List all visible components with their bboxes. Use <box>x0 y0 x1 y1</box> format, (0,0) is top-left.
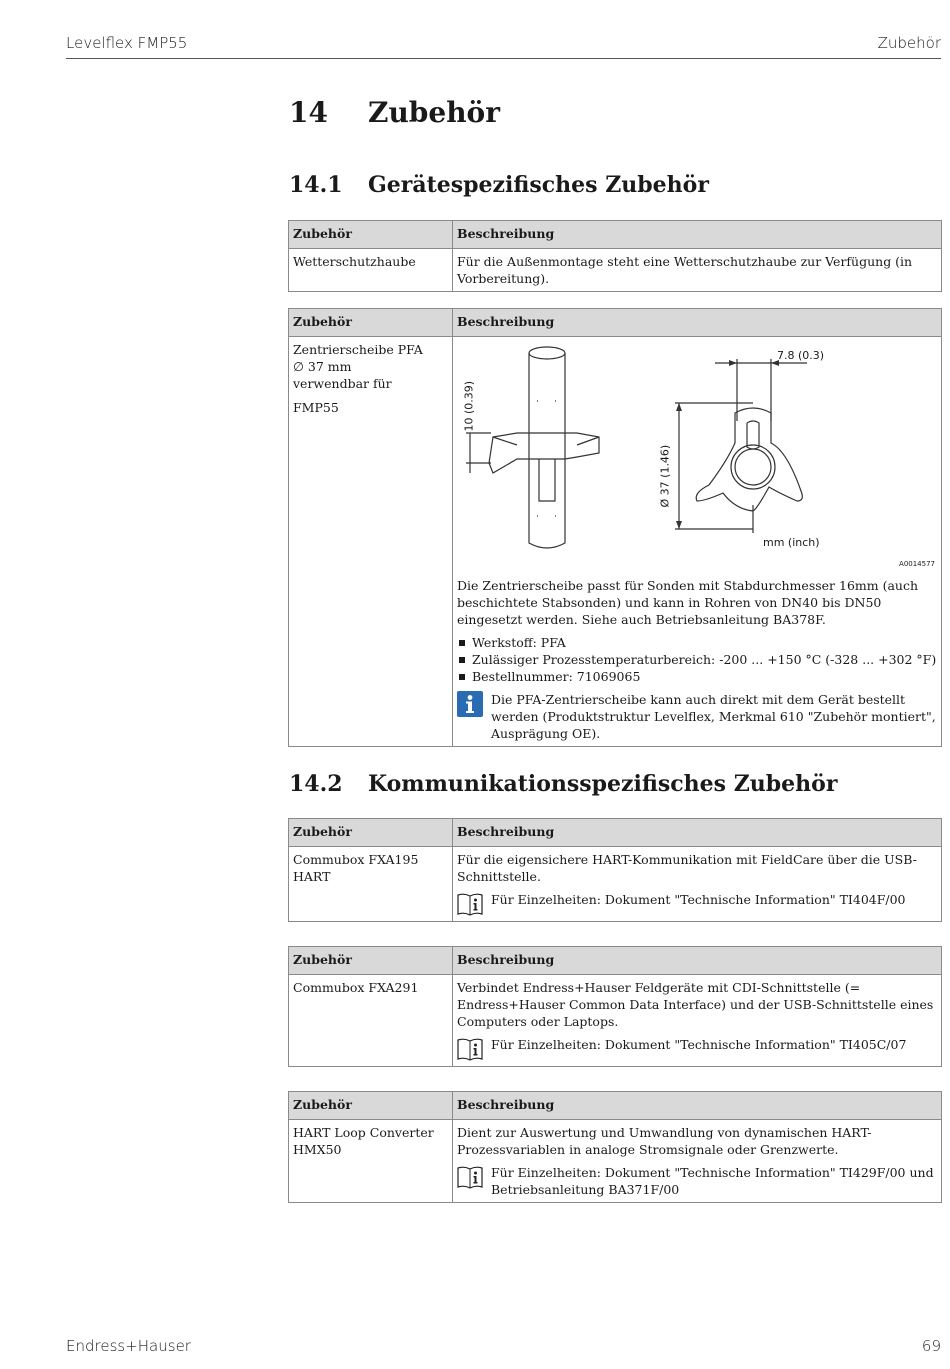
document-reference-text: Für Einzelheiten: Dokument "Technische Information" TI405C/07 <box>491 1037 907 1052</box>
col-header-description: Beschreibung <box>453 947 942 975</box>
document-reference <box>457 891 937 917</box>
document-reference-text: Für Einzelheiten: Dokument "Technische Information" TI429F/00 und Betriebsanleitung BA371F/00 <box>491 1165 934 1197</box>
col-header-accessory: Zubehör <box>289 1092 453 1120</box>
accessory-description: Für die eigensichere HART-Kommunikation mit FieldCare über die USB-Schnittstelle. <box>457 852 917 884</box>
header-product: Levelflex FMP55 <box>66 34 188 52</box>
spec-item: Bestellnummer: 71069065 <box>457 668 937 685</box>
dimension-width-label: 7.8 (0.3) <box>777 349 825 362</box>
spec-item: Zulässiger Prozesstemperaturbereich: -200 ... +150 °C (-328 ... +302 °F) <box>457 651 937 668</box>
dimension-diameter-label: Ø 37 (1.46) <box>658 444 672 508</box>
section-number: 14.1 <box>289 172 343 198</box>
book-reference-icon <box>457 1164 483 1190</box>
col-header-description: Beschreibung <box>453 819 942 847</box>
accessory-table-hmx50 <box>288 1091 942 1203</box>
info-icon <box>457 691 483 717</box>
header-chapter: Zubehör <box>877 34 941 52</box>
accessory-description-cell <box>453 847 942 922</box>
unit-label: mm (inch) <box>763 536 820 549</box>
col-header-description: Beschreibung <box>453 221 942 249</box>
footer-company: Endress+Hauser <box>66 1337 191 1355</box>
spec-list <box>457 634 937 685</box>
info-note <box>457 691 937 742</box>
col-header-accessory: Zubehör <box>289 309 453 337</box>
section-heading-1 <box>289 172 709 198</box>
chapter-number: 14 <box>289 96 328 129</box>
col-header-accessory: Zubehör <box>289 947 453 975</box>
accessory-name-line: HMX50 <box>293 1142 342 1157</box>
accessory-name-line: ∅ 37 mm <box>293 359 352 374</box>
accessory-table-centering-disc <box>288 308 942 747</box>
dimension-drawing <box>457 341 943 577</box>
figure-code: A0014577 <box>899 560 935 568</box>
accessory-description-cell <box>453 975 942 1067</box>
chapter-heading <box>289 96 500 129</box>
section-title: Gerätespezifisches Zubehör <box>368 172 709 198</box>
accessory-table-fxa291 <box>288 946 942 1067</box>
accessory-description: Dient zur Auswertung und Umwandlung von dynamischen HART-Prozessvariablen in analoge Stromsignale oder Grenzwerte. <box>457 1125 872 1157</box>
spec-item: Werkstoff: PFA <box>457 634 937 651</box>
col-header-accessory: Zubehör <box>289 819 453 847</box>
page-number: 69 <box>921 1337 941 1355</box>
accessory-description-cell <box>453 1120 942 1203</box>
accessory-device: FMP55 <box>293 400 339 415</box>
centering-disc-drawing <box>457 341 937 577</box>
document-reference <box>457 1164 937 1198</box>
section-title: Kommunikationsspezifisches Zubehör <box>368 771 838 797</box>
accessory-description: Die Zentrierscheibe passt für Sonden mit Stabdurchmesser 16mm (auch beschichtete Stabsonden) und kann in Rohren von DN40 bis DN50 eingesetzt werden. Siehe auch Betriebsanleitung BA378F. <box>457 578 919 627</box>
book-reference-icon <box>457 1036 483 1062</box>
header-rule <box>66 58 941 59</box>
accessory-name-line: verwendbar für <box>293 376 392 391</box>
document-reference-text: Für Einzelheiten: Dokument "Technische Information" TI404F/00 <box>491 892 906 907</box>
accessory-description: Verbindet Endress+Hauser Feldgeräte mit CDI-Schnittstelle (= Endress+Hauser Common Data Interface) und der USB-Schnittstelle eines Computers oder Laptops. <box>457 980 934 1029</box>
accessory-table-weather-cover <box>288 220 942 292</box>
accessory-name-cell <box>289 337 453 747</box>
info-note-text: Die PFA-Zentrierscheibe kann auch direkt mit dem Gerät bestellt werden (Produktstruktur Levelflex, Merkmal 610 "Zubehör montiert", Ausprägung OE). <box>491 692 936 741</box>
chapter-title: Zubehör <box>368 96 500 129</box>
accessory-name-line: HART Loop Converter <box>293 1125 434 1140</box>
accessory-table-fxa195 <box>288 818 942 922</box>
document-reference <box>457 1036 937 1062</box>
accessory-name: Commubox FXA195 HART <box>289 847 453 922</box>
accessory-name: Commubox FXA291 <box>289 975 453 1067</box>
col-header-accessory: Zubehör <box>289 221 453 249</box>
section-number: 14.2 <box>289 771 343 797</box>
accessory-name-cell <box>289 1120 453 1203</box>
accessory-name-line: Zentrierscheibe PFA <box>293 342 423 357</box>
book-reference-icon <box>457 891 483 917</box>
accessory-name: Wetterschutzhaube <box>289 249 453 292</box>
col-header-description: Beschreibung <box>453 309 942 337</box>
dimension-height-label: 10 (0.39) <box>462 380 476 432</box>
col-header-description: Beschreibung <box>453 1092 942 1120</box>
section-heading-2 <box>289 771 837 797</box>
accessory-description: Für die Außenmontage steht eine Wetterschutzhaube zur Verfügung (in Vorbereitung). <box>453 249 942 292</box>
accessory-description-cell <box>453 337 942 747</box>
